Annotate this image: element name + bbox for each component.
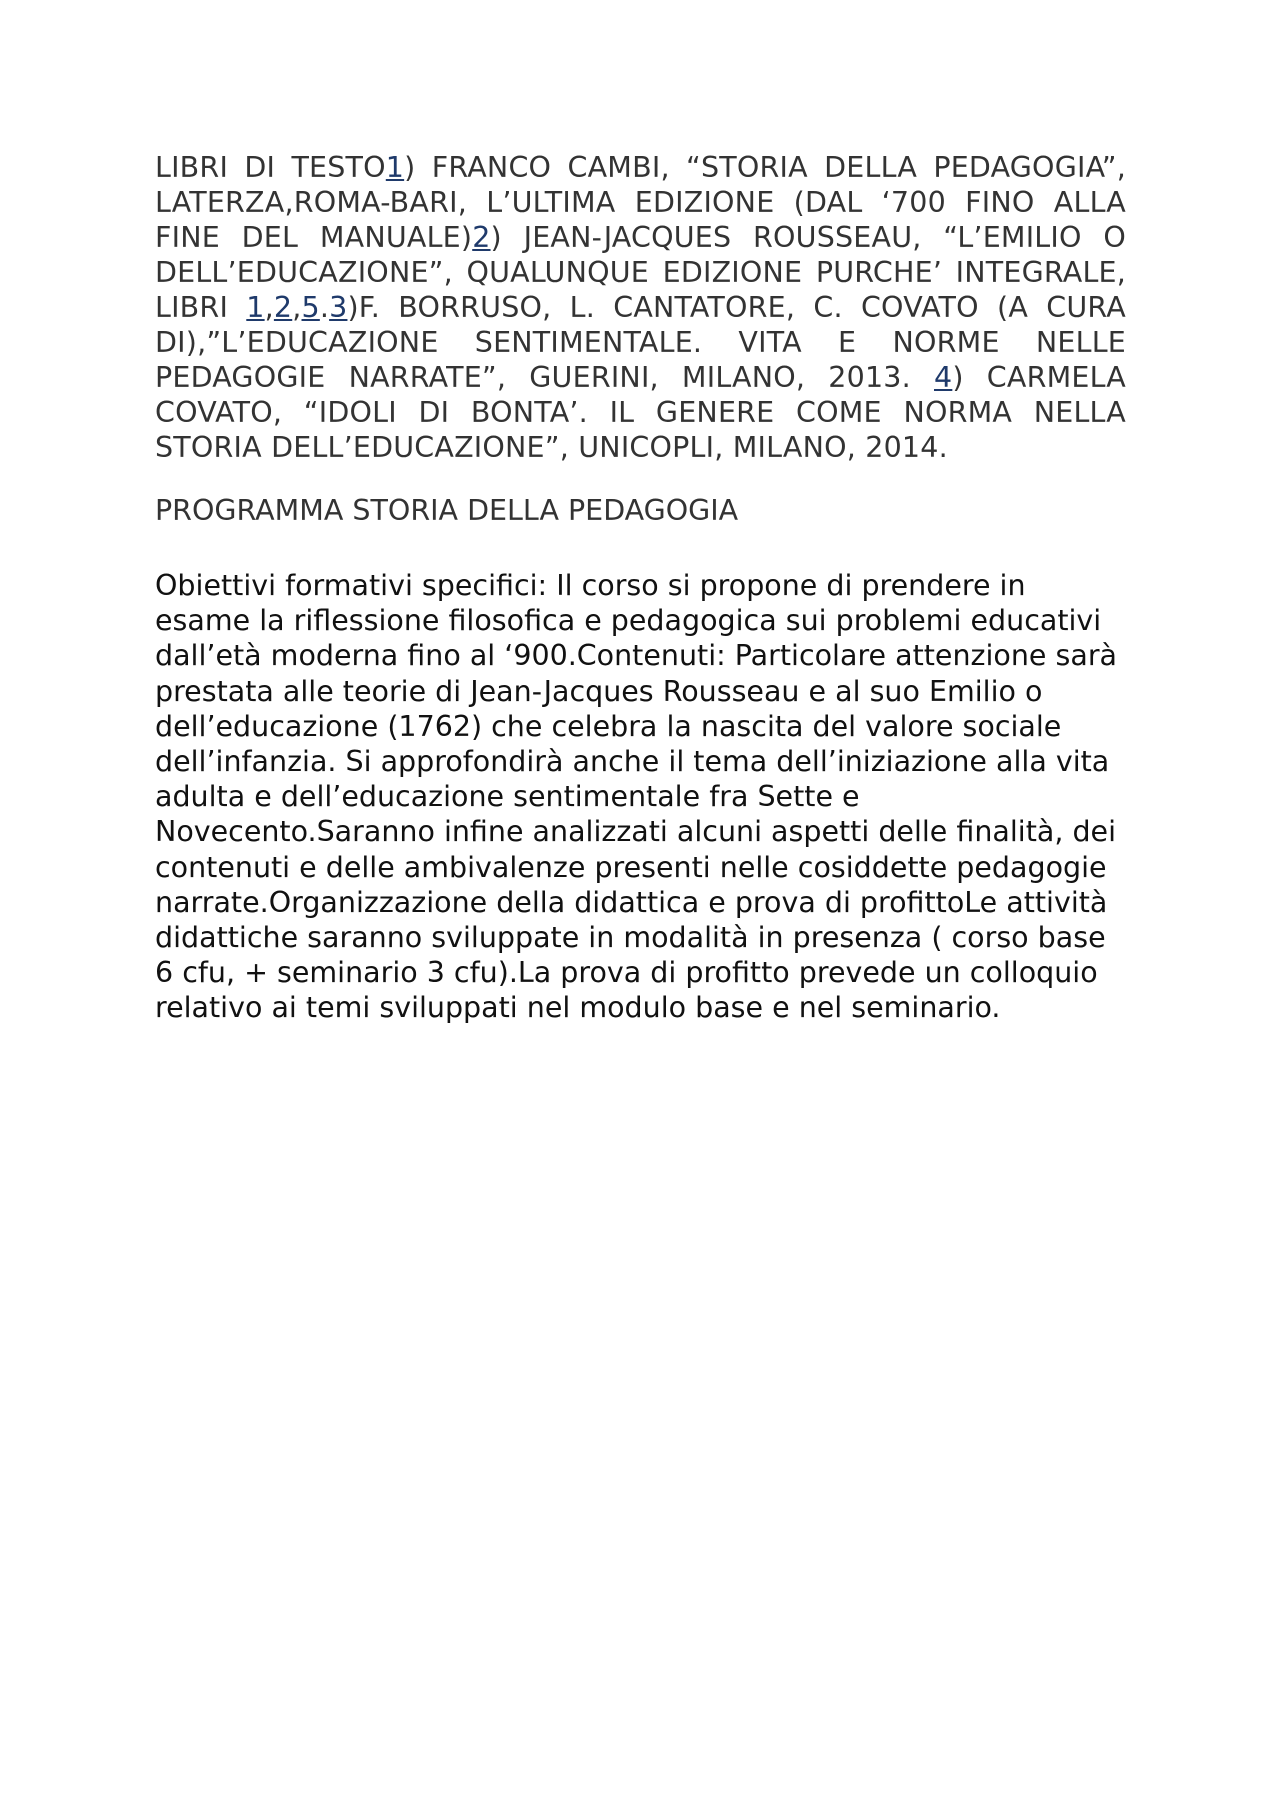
textbook-entry-2: ) JEAN-JACQUES ROUSSEAU, “L’EMILIO O DELL’EDUCAZIONE”, QUALUNQUE EDIZIONE PURCHE’ INTEGRALE, LIBRI xyxy=(155,221,1126,324)
book-separator: , xyxy=(292,291,302,324)
footnote-link-3[interactable]: 3 xyxy=(329,291,348,324)
textbook-entry-1: ) FRANCO CAMBI, “STORIA DELLA PEDAGOGIA”, LATERZA,ROMA-BARI, L’ULTIMA EDIZIONE (DAL ‘700 FINO ALLA FINE DEL MANUALE) xyxy=(155,151,1126,254)
footnote-link-4[interactable]: 4 xyxy=(934,361,953,394)
objectives-paragraph: Obiettivi formativi specifici: Il corso si propone di prendere in esame la riflessione filosofica e pedagogica sui problemi educativi dall’età moderna fino al ‘900.Contenuti: Particolare attenzione sarà prestata alle teorie di Jean-Jacques Rousseau e al suo Emilio o dell’educazione (1762) che celebra la nascita del valore sociale dell’infanzia. Si approfondirà anche il tema dell’iniziazione alla vita adulta e dell’educazione sentimentale fra Sette e Novecento.Saranno infine analizzati alcuni aspetti delle finalità, dei contenuti e delle ambivalenze presenti nelle cosiddette pedagogie narrate.Organizzazione della didattica e prova di profittoLe attività didattiche saranno sviluppate in modalità in presenza ( corso base 6 cfu, + seminario 3 cfu).La prova di profitto prevede un colloquio relativo ai temi sviluppati nel modulo base e nel seminario. xyxy=(155,569,1118,1025)
book-link-5[interactable]: 5 xyxy=(301,291,320,324)
textbooks-paragraph xyxy=(155,150,1126,465)
book-separator: , xyxy=(264,291,274,324)
textbooks-prefix: LIBRI DI TESTO xyxy=(155,151,386,184)
book-link-2[interactable]: 2 xyxy=(273,291,293,324)
program-title: PROGRAMMA STORIA DELLA PEDAGOGIA xyxy=(155,494,739,527)
textbook-entry-4: ) CARMELA COVATO, “IDOLI DI BONTA’. IL GENERE COME NORMA NELLA STORIA DELL’EDUCAZIONE”, UNICOPLI, MILANO, 2014. xyxy=(155,361,1127,464)
book-separator: . xyxy=(319,291,330,324)
footnote-link-2[interactable]: 2 xyxy=(472,221,491,254)
document-content xyxy=(155,150,1126,1026)
footnote-link-1[interactable]: 1 xyxy=(385,151,405,184)
textbook-entry-3: )F. BORRUSO, L. CANTATORE, C. COVATO (A CURA DI),”L’EDUCAZIONE SENTIMENTALE. VITA E NORME NELLE PEDAGOGIE NARRATE”, GUERINI, MILANO, 2013. xyxy=(155,291,1126,394)
book-link-1[interactable]: 1 xyxy=(246,291,265,324)
